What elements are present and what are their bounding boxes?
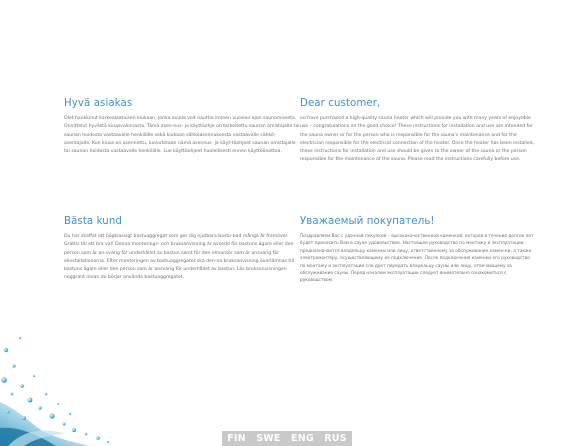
body-finnish: Olet hankkinut korkealaatuisen kiukaan, jonka avulla voit nauttia immen vuosien ajan saunomisesta. Onnittelut hyvästä kiuasvalinnasta. Tämä asen-nus- ja käyttöohje on tarkoitettu saunan omistajalle tai saunan hoidosta vastaavalle henkilölle sekä kiukaan sähköasennuksesta vastaavalle sähkö-asentajalle. Kun kiuas on asennettu, luovutetaan nämä asennus- ja käyt-töohjeet saunan omistajalle tai saunan hoidosta vastaavalle henkilölle. Lue käyttöohjeet huolellisesti ennen käyttöönottoa.: [64, 116, 300, 155]
language-rus[interactable]: RUS: [324, 433, 347, 444]
section-english: [300, 98, 536, 165]
heading-swedish: Bästa kund: [64, 216, 122, 227]
body-russian: Поздравляем Вас с удачной покупкой – высококачественной каменкой, которая в течение долгих лет будет приносить Вам в сауне удовольствие. Настоящее руководство по монтажу и эксплуатации предназначается владельцу каменки или лицу, ответственному за обслуживание камен-ки, а также электромонтеру, осуществляющему ее подключение. После подключения каменки его руководство по монтажу и эксплуатации сле-дует передать владельцу сауны или лицу, отвечающему за обслуживание сауны. Перед началом эксплуатации следует внимательно ознакомиться с руководством.: [300, 234, 534, 284]
section-russian: [300, 216, 536, 285]
heading-russian: Уважаемый покупатель!: [300, 216, 435, 227]
language-bar: [222, 431, 352, 446]
section-finnish: [64, 98, 300, 156]
language-eng[interactable]: ENG: [291, 433, 314, 444]
body-swedish: Du har skaffat ett högklassigt bastuaggregat som ger dig njutbara bastu-bad många år framöver. Grattis till ett bra val! Denna monterings- och bruksanvisning är avsedd för bastuns ägare eller den person som är an-svarig för underhållet av bastun samt för den elmontör som är ansvarig för elinstallationerna. Efter monteringen av bastuaggregatet ska den-na bruksanvisning överlämnas till bastuns ägare eller den person som är ansvarig för underhållet av bastun. Läs bruksanvisningen noggrant innan du börjar använda bastuaggregatet.: [64, 234, 295, 281]
water-splash-image: [0, 330, 130, 446]
heading-finnish: Hyvä asiakas: [64, 98, 133, 109]
language-fin[interactable]: FIN: [227, 433, 246, 444]
heading-english: Dear customer,: [300, 98, 381, 109]
language-swe[interactable]: SWE: [256, 433, 281, 444]
section-swedish: [64, 216, 300, 283]
body-english: ou have purchased a high-quality sauna heater which will provide you with many years of enjoyable use – congratulations on the good choice! These instructions for installation and use are intended for the sauna owner or for the person who is responsible for the sauna's maintenance and for the electrician responsible for the electrical connection of the heater. Once the heater has been installed, these instructions for installation and use should be given to the owner of the sauna or the person responsible for the maintenance of the sauna. Please read the instructions carefully before use.: [300, 116, 535, 163]
